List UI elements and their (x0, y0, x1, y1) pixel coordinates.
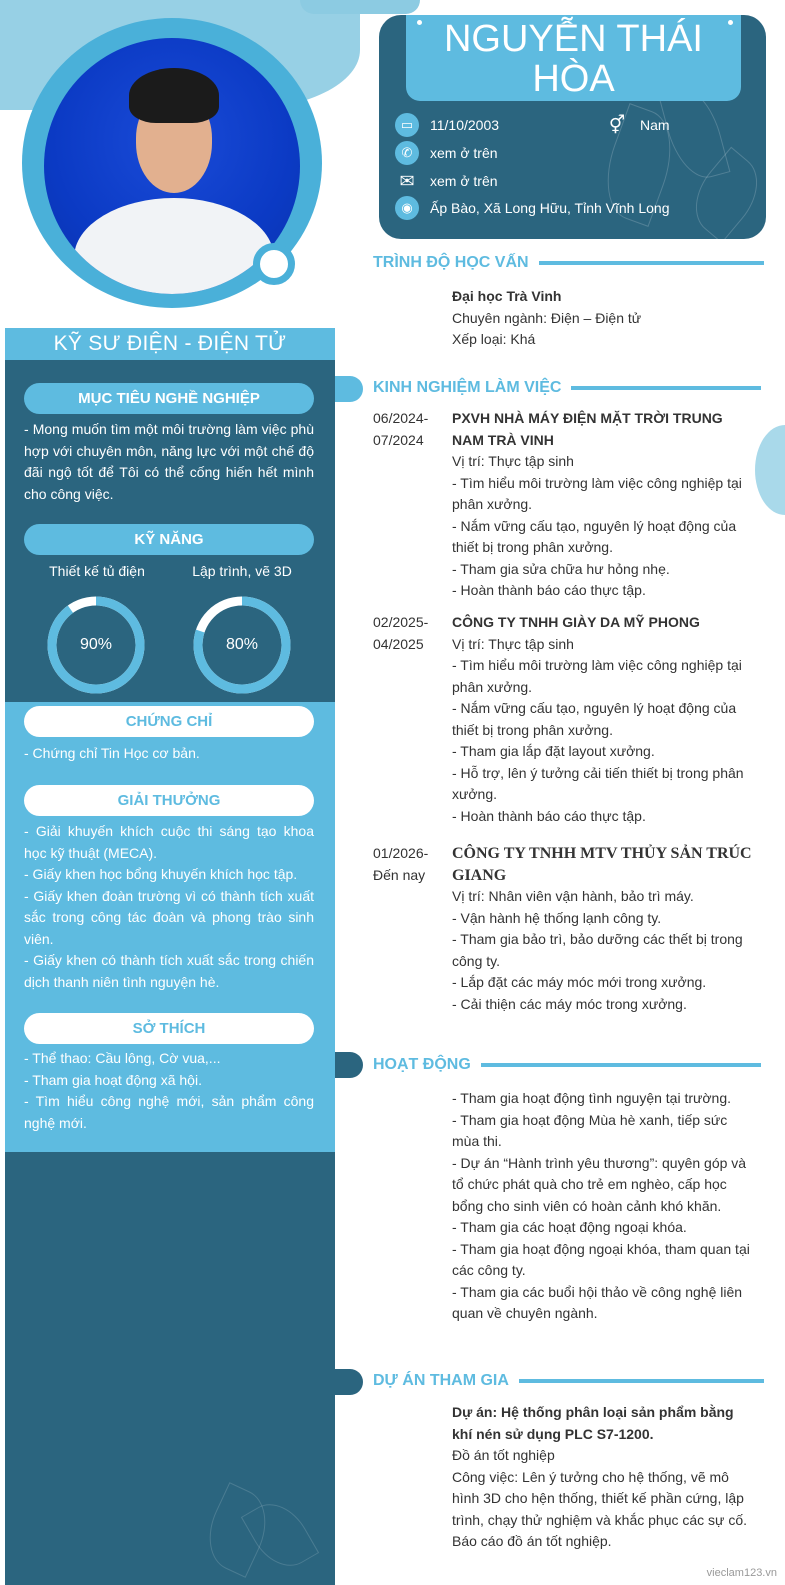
skills-heading: KỸ NĂNG (24, 524, 314, 555)
email-value: xem ở trên (430, 173, 498, 189)
decorative-blob (755, 425, 785, 515)
address-value: Ấp Bào, Xã Long Hữu, Tỉnh Vĩnh Long (430, 200, 670, 216)
job-detail: - Lắp đặt các máy móc mới trong xưởng. (452, 974, 707, 990)
project-subtitle: Đồ án tốt nghiệp (452, 1447, 555, 1463)
phone-value: xem ở trên (430, 145, 498, 161)
decorative-dot (417, 20, 422, 25)
activity-item: - Tham gia hoạt động ngoại khóa, tham quan tại các công ty. (452, 1240, 750, 1278)
avatar-hair (129, 68, 219, 123)
job-detail: - Tham gia sửa chữa hư hỏng nhẹ. (452, 560, 670, 577)
award-item: - Giấy khen đoàn trường vì có thành tích xuất sắc trong công tác đoàn và phong trào sinh viên. (24, 887, 314, 947)
activity-item: - Tham gia hoạt động tình nguyện tại trường. (452, 1090, 732, 1106)
job-entry (452, 612, 752, 827)
skill-label: Thiết kế tủ điện (49, 563, 145, 579)
job-detail: Vị trí: Nhân viên vận hành, bảo trì máy. (452, 888, 694, 904)
project-description: Công việc: Lên ý tưởng cho hệ thống, vẽ mô hình 3D cho hện thống, thiết kế phần cứng, lập trình, chạy thử nghiệm và khắc phục các sự cố. Báo cáo đồ án tốt nghiệp. (452, 1468, 747, 1549)
job-detail: Vị trí: Thực tập sinh (452, 453, 574, 469)
birthday-row (395, 113, 499, 137)
section-tab (335, 1369, 363, 1395)
job-date: 01/2026- (373, 845, 429, 861)
job-date: 04/2025 (373, 635, 424, 652)
watermark: vieclam123.vn (706, 1567, 777, 1579)
name-line: NGUYỄN THÁI (443, 18, 703, 60)
job-date: 07/2024 (373, 431, 424, 448)
job-detail: - Nắm vững cấu tạo, nguyên lý hoạt động của thiết bị trong phân xưởng. (452, 700, 737, 738)
education-heading (373, 254, 764, 272)
address-row (395, 196, 670, 220)
section-title: DỰ ÁN THAM GIA (373, 1372, 509, 1389)
job-entry (452, 408, 752, 602)
company-name: PXVH NHÀ MÁY ĐIỆN MẶT TRỜI TRUNG NAM TRÀ VINH (452, 410, 723, 448)
job-detail: - Hoàn thành báo cáo thực tập. (452, 582, 646, 598)
mail-icon: ✉ (399, 171, 415, 191)
award-item: - Giấy khen học bổng khuyến khích học tập. (24, 866, 298, 882)
name-line: HÒA (532, 58, 615, 100)
skill-label: Lập trình, vẽ 3D (192, 563, 292, 579)
job-detail: - Hoàn thành báo cáo thực tập. (452, 807, 646, 824)
awards-list (24, 821, 314, 993)
name-banner (406, 15, 741, 101)
avatar-decorative-dot (253, 243, 295, 285)
award-item: - Giấy khen có thành tích xuất sắc trong chiến dịch thanh niên tình nguyện hè. (24, 952, 314, 990)
gender-icon: ⚥ (608, 115, 626, 135)
objective-heading: MỤC TIÊU NGHỀ NGHIỆP (24, 383, 314, 414)
job-entry (452, 843, 752, 1015)
awards-heading: GIẢI THƯỞNG (24, 785, 314, 816)
experience-heading (373, 379, 761, 397)
award-item: - Giải khuyến khích cuộc thi sáng tạo khoa học kỹ thuật (MECA). (24, 823, 314, 861)
project-title: Dự án: Hệ thống phân loại sản phẩm bằng khí nén sử dụng PLC S7-1200. (452, 1404, 734, 1442)
hobbies-list (24, 1048, 314, 1134)
job-dates (373, 612, 448, 655)
avatar-shirt (74, 198, 274, 294)
company-name: CÔNG TY TNHH MTV THỦY SẢN TRÚC GIANG (452, 845, 752, 884)
job-date: 06/2024- (373, 410, 429, 426)
objective-text: - Mong muốn tìm một môi trường làm việc phù hợp với chuyên môn, năng lực với một chế độ đãi ngộ tốt để Tôi có thể cống hiến hết mình cho công việc. (24, 421, 314, 502)
section-rule (571, 386, 761, 390)
decorative-blob (300, 0, 420, 14)
education-block (452, 286, 752, 351)
activity-item: - Tham gia các hoạt động ngoại khóa. (452, 1219, 687, 1235)
projects-heading (373, 1372, 764, 1390)
section-tab (335, 1052, 363, 1078)
skill-percent: 90% (79, 636, 113, 653)
activity-item: - Dự án “Hành trình yêu thương”: quyên góp và tổ chức phát quà cho trẻ em nghèo, cấp học bổng cho sinh viên có hoàn cảnh khó khăn. (452, 1154, 747, 1214)
activities-list (452, 1088, 752, 1325)
job-detail: - Tìm hiểu môi trường làm việc công nghiệp tại phân xưởng. (452, 474, 742, 512)
job-detail: Vị trí: Thực tập sinh (452, 635, 574, 652)
job-date: Đến nay (373, 866, 426, 883)
job-detail: - Cải thiện các máy móc trong xưởng. (452, 995, 687, 1012)
school-name: Đại học Trà Vinh (452, 288, 562, 304)
skill-progress-ring (46, 595, 146, 695)
section-title: TRÌNH ĐỘ HỌC VẤN (373, 254, 529, 271)
hobby-item: - Tìm hiểu công nghệ mới, sản phẩm công nghệ mới. (24, 1093, 314, 1131)
phone-icon: ✆ (395, 141, 419, 165)
certificates-text: - Chứng chỉ Tin Học cơ bản. (24, 745, 200, 761)
gender-value: Nam (640, 117, 670, 133)
job-dates (373, 843, 448, 886)
birthday-value: 11/10/2003 (430, 117, 500, 133)
gender-row (605, 113, 670, 137)
section-tab (335, 376, 363, 402)
job-detail: - Nắm vững cấu tạo, nguyên lý hoạt động của thiết bị trong phân xưởng. (452, 517, 737, 555)
job-detail: - Tìm hiểu môi trường làm việc công nghiệp tại phân xưởng. (452, 657, 742, 695)
section-rule (481, 1063, 761, 1067)
job-detail: - Hỗ trợ, lên ý tưởng cải tiến thiết bị trong phân xưởng. (452, 764, 744, 802)
phone-row (395, 141, 498, 165)
hobbies-heading: SỞ THÍCH (24, 1013, 314, 1044)
cake-icon: ▭ (395, 113, 419, 137)
hobby-item: - Tham gia hoạt động xã hội. (24, 1071, 202, 1088)
activity-item: - Tham gia các buổi hội thảo về công nghệ liên quan về chuyên ngành. (452, 1283, 743, 1321)
job-dates (373, 408, 448, 451)
company-name: CÔNG TY TNHH GIÀY DA MỸ PHONG (452, 614, 700, 630)
decorative-dot (728, 20, 733, 25)
job-detail: - Tham gia lắp đặt layout xưởng. (452, 743, 655, 759)
certificates-heading: CHỨNG CHỈ (24, 706, 314, 737)
section-title: HOẠT ĐỘNG (373, 1056, 471, 1073)
skill-percent: 80% (225, 636, 259, 653)
job-title: KỸ SƯ ĐIỆN - ĐIỆN TỬ (5, 328, 335, 360)
job-detail: - Vận hành hệ thống lạnh công ty. (452, 909, 662, 926)
rank: Xếp loại: Khá (452, 331, 536, 347)
section-rule (519, 1379, 764, 1383)
section-title: KINH NGHIỆM LÀM VIỆC (373, 379, 562, 396)
job-detail: - Tham gia bảo trì, bảo dưỡng các thết bị trong công ty. (452, 931, 743, 969)
activity-item: - Tham gia hoạt động Mùa hè xanh, tiếp sức mùa thi. (452, 1111, 728, 1149)
skill-progress-ring (192, 595, 292, 695)
job-date: 02/2025- (373, 614, 429, 630)
location-icon: ◉ (395, 196, 419, 220)
email-row (395, 169, 498, 193)
project-entry (452, 1402, 752, 1553)
section-rule (539, 261, 764, 265)
major: Chuyên ngành: Điện – Điện tử (452, 309, 642, 326)
hobby-item: - Thể thao: Cầu lông, Cờ vua,... (24, 1050, 221, 1066)
activities-heading (373, 1056, 761, 1074)
